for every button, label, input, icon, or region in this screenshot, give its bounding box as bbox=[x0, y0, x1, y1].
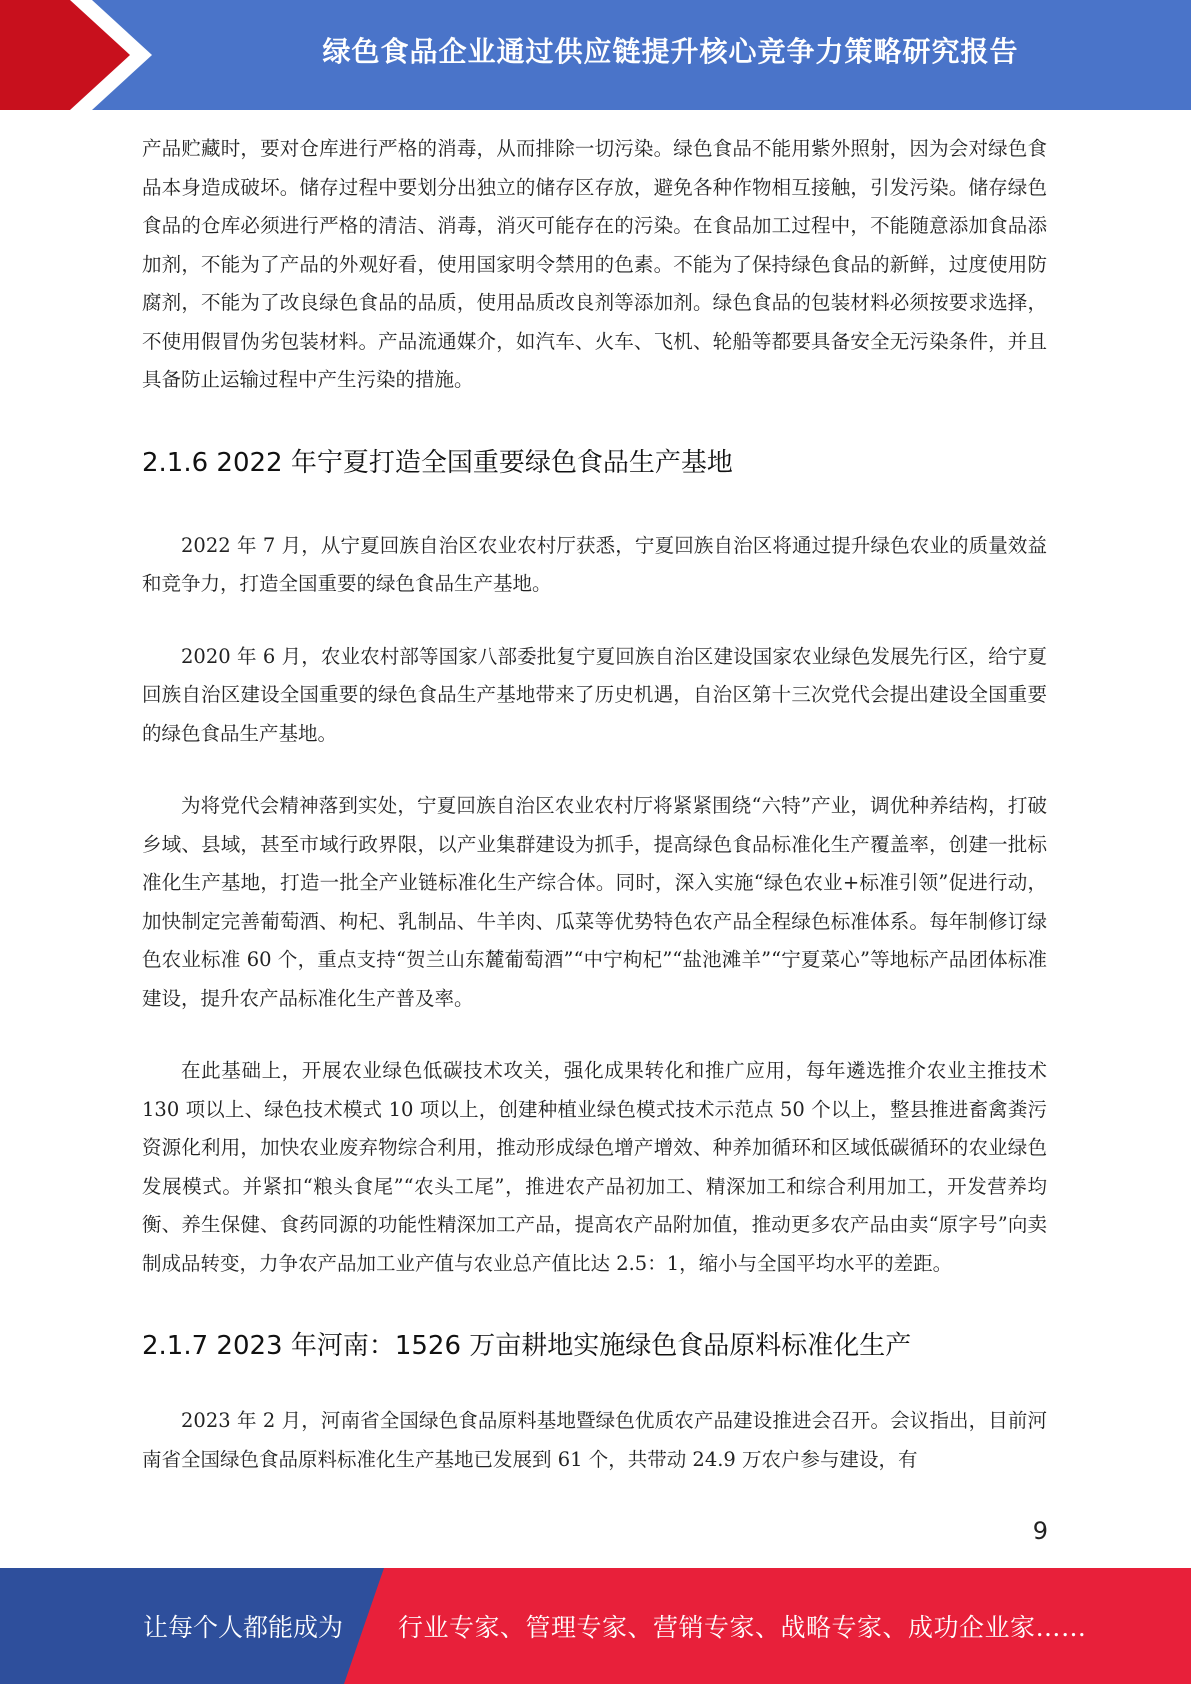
footer-slogan-right: 行业专家、管理专家、营销专家、战略专家、成功企业家…… bbox=[398, 1613, 1087, 1642]
section-heading-2-1-7: 2.1.7 2023 年河南：1526 万亩耕地实施绿色食品原料标准化生产 bbox=[142, 1331, 912, 1361]
footer-slogan-left: 让每个人都能成为 bbox=[143, 1613, 344, 1642]
section-heading-2-1-6: 2.1.6 2022 年宁夏打造全国重要绿色食品生产基地 bbox=[142, 447, 733, 478]
paragraph-ningxia-3: 为将党代会精神落到实处，宁夏回族自治区农业农村厅将紧紧围绕“六特”产业，调优种养结构，打破乡域、县域，甚至市域行政界限，以产业集群建设为抓手，提高绿色食品标准化生产覆盖率，创建一批标准化生产基地，打造一批全产业链标准化生产综合体。同时，深入实施“绿色农业+标准引领”促进行动，加快制定完善葡萄酒、枸杞、乳制品、牛羊肉、瓜菜等优势特色农产品全程绿色标准体系。每年制修订绿色农业标准 60 个，重点支持“贺兰山东麓葡萄酒”“中宁枸杞”“盐池滩羊”“宁夏菜心”等地标产品团体标准建设，提升农产品标准化生产普及率。 bbox=[142, 794, 1047, 1010]
paragraph-ningxia-4: 在此基础上，开展农业绿色低碳技术攻关，强化成果转化和推广应用，每年遴选推介农业主推技术 130 项以上、绿色技术模式 10 项以上，创建种植业绿色模式技术示范点 50 个以上，整县推进畜禽粪污资源化利用，加快农业废弃物综合利用，推动形成绿色增产增效、种养加循环和区域低碳循环的农业绿色发展模式。并紧扣“粮头食尾”“农头工尾”，推进农产品初加工、精深加工和综合利用加工，开发营养均衡、养生保健、食药同源的功能性精深加工产品，提高农产品附加值，推动更多农产品由卖“原字号”向卖制成品转变，力争农产品加工业产值与农业总产值比达 2.5：1，缩小与全国平均水平的差距。 bbox=[142, 1059, 1047, 1275]
page-footer bbox=[0, 1568, 1191, 1684]
paragraph-ningxia-2: 2020 年 6 月，农业农村部等国家八部委批复宁夏回族自治区建设国家农业绿色发展先行区，给宁夏回族自治区建设全国重要的绿色食品生产基地带来了历史机遇，自治区第十三次党代会提出建设全国重要的绿色食品生产基地。 bbox=[142, 644, 1047, 745]
report-title: 绿色食品企业通过供应链提升核心竞争力策略研究报告 bbox=[322, 35, 1019, 68]
paragraph-ningxia-1: 2022 年 7 月，从宁夏回族自治区农业农村厅获悉，宁夏回族自治区将通过提升绿色农业的质量效益和竞争力，打造全国重要的绿色食品生产基地。 bbox=[142, 533, 1047, 595]
paragraph-henan-1: 2023 年 2 月，河南省全国绿色食品原料基地暨绿色优质农产品建设推进会召开。会议指出，目前河南省全国绿色食品原料标准化生产基地已发展到 61 个，共带动 24.9 万农户参与建设，有 bbox=[142, 1409, 1047, 1471]
page-header bbox=[0, 0, 1191, 110]
page-number: 9 bbox=[1032, 1517, 1048, 1545]
paragraph-storage-processing: 产品贮藏时，要对仓库进行严格的消毒，从而排除一切污染。绿色食品不能用紫外照射，因为会对绿色食品本身造成破坏。储存过程中要划分出独立的储存区存放，避免各种作物相互接触，引发污染。储存绿色食品的仓库必须进行严格的清洁、消毒，消灭可能存在的污染。在食品加工过程中，不能随意添加食品添加剂，不能为了产品的外观好看，使用国家明令禁用的色素。不能为了保持绿色食品的新鲜，过度使用防腐剂，不能为了改良绿色食品的品质，使用品质改良剂等添加剂。绿色食品的包装材料必须按要求选择，不使用假冒伪劣包装材料。产品流通媒介，如汽车、火车、飞机、轮船等都要具备安全无污染条件，并且具备防止运输过程中产生污染的措施。 bbox=[142, 137, 1047, 391]
document-body bbox=[142, 130, 1047, 1479]
